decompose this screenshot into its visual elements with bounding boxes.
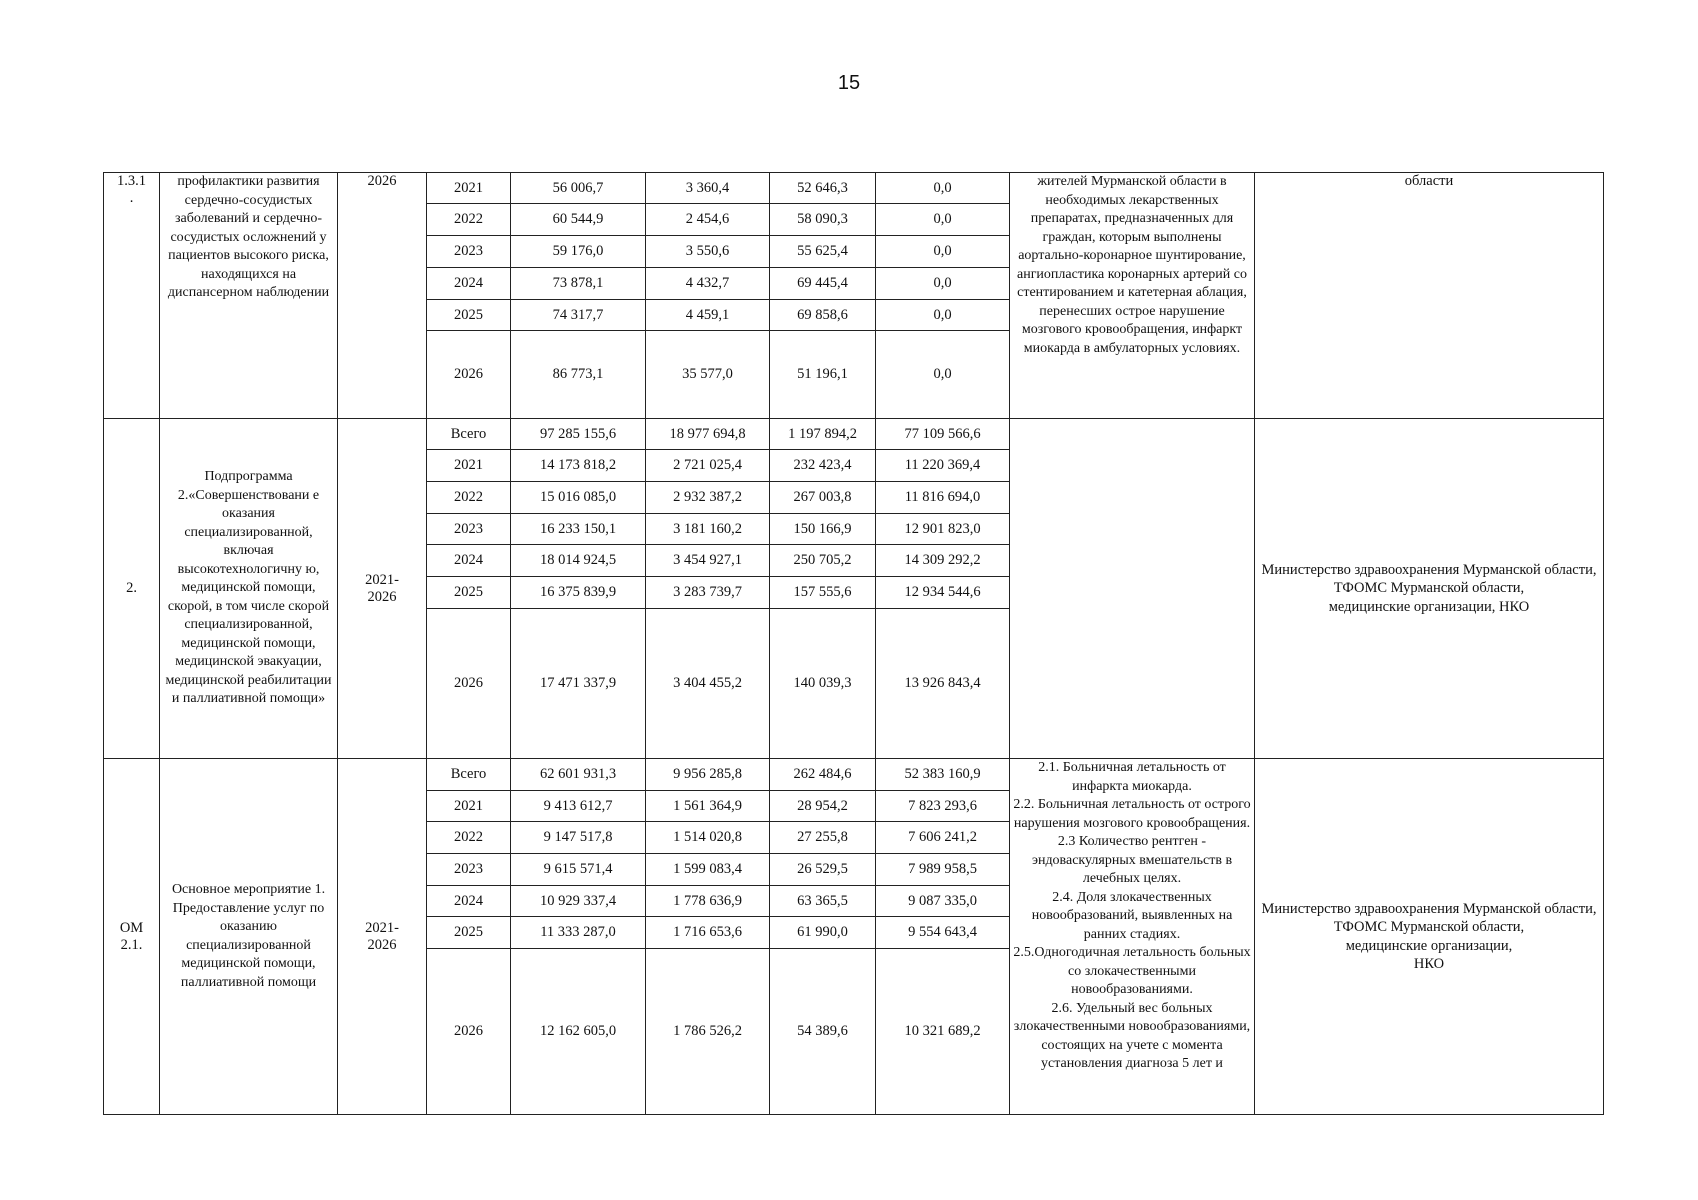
section-period: 2026 <box>338 173 427 419</box>
funding-cell: 140 039,3 <box>770 609 876 759</box>
total-cell: 9 615 571,4 <box>511 854 646 886</box>
funding-cell: 3 360,4 <box>646 173 770 204</box>
funding-cell: 52 646,3 <box>770 173 876 204</box>
total-cell: 86 773,1 <box>511 331 646 419</box>
funding-cell: 1 197 894,2 <box>770 419 876 450</box>
year-cell: 2024 <box>427 268 511 300</box>
year-cell: Всего <box>427 759 511 791</box>
funding-cell: 14 309 292,2 <box>876 545 1010 577</box>
total-cell: 12 162 605,0 <box>511 949 646 1115</box>
funding-cell: 232 423,4 <box>770 450 876 482</box>
section-name: Основное мероприятие 1. Предоставление услуг по оказанию специализированной медицинской помощи, паллиативной помощи <box>160 759 338 1115</box>
funding-cell: 3 454 927,1 <box>646 545 770 577</box>
section-code: ОМ 2.1. <box>104 759 160 1115</box>
indicators-cell: жителей Мурманской области в необходимых лекарственных препаратах, предназначенных для граждан, которым выполнены аортально-коронарное шунтирование, ангиопластика коронарных артерий со стентированием и катетерная аблация, перенесших острое нарушение мозгового кровообращения, инфаркт миокарда в амбулаторных условиях. <box>1010 173 1255 419</box>
total-cell: 16 233 150,1 <box>511 514 646 545</box>
total-cell: 74 317,7 <box>511 300 646 331</box>
funding-cell: 51 196,1 <box>770 331 876 419</box>
total-cell: 56 006,7 <box>511 173 646 204</box>
total-cell: 62 601 931,3 <box>511 759 646 791</box>
funding-cell: 1 786 526,2 <box>646 949 770 1115</box>
year-cell: 2026 <box>427 609 511 759</box>
section-name: профилактики развития сердечно-сосудистых заболеваний и сердечно-сосудистых осложнений у пациентов высокого риска, находящихся на диспансерном наблюдении <box>160 173 338 419</box>
total-cell: 73 878,1 <box>511 268 646 300</box>
funding-cell: 11 220 369,4 <box>876 450 1010 482</box>
funding-cell: 10 321 689,2 <box>876 949 1010 1115</box>
year-cell: 2021 <box>427 173 511 204</box>
funding-cell: 7 989 958,5 <box>876 854 1010 886</box>
funding-cell: 3 181 160,2 <box>646 514 770 545</box>
funding-cell: 26 529,5 <box>770 854 876 886</box>
total-cell: 10 929 337,4 <box>511 886 646 917</box>
year-cell: Всего <box>427 419 511 450</box>
funding-cell: 1 514 020,8 <box>646 822 770 854</box>
funding-cell: 55 625,4 <box>770 236 876 268</box>
funding-cell: 1 778 636,9 <box>646 886 770 917</box>
year-cell: 2026 <box>427 331 511 419</box>
section-period: 2021- 2026 <box>338 759 427 1115</box>
funding-cell: 3 283 739,7 <box>646 577 770 609</box>
total-cell: 11 333 287,0 <box>511 917 646 949</box>
section-period: 2021- 2026 <box>338 419 427 759</box>
total-cell: 59 176,0 <box>511 236 646 268</box>
total-cell: 97 285 155,6 <box>511 419 646 450</box>
funding-cell: 0,0 <box>876 331 1010 419</box>
executors-cell: Министерство здравоохранения Мурманской области, ТФОМС Мурманской области, медицинские организации, НКО <box>1255 759 1604 1115</box>
funding-cell: 4 432,7 <box>646 268 770 300</box>
funding-cell: 0,0 <box>876 268 1010 300</box>
total-cell: 15 016 085,0 <box>511 482 646 514</box>
funding-cell: 77 109 566,6 <box>876 419 1010 450</box>
page-number: 15 <box>837 72 861 94</box>
section-code: 1.3.1 . <box>104 173 160 419</box>
funding-cell: 7 823 293,6 <box>876 791 1010 822</box>
funding-cell: 1 716 653,6 <box>646 917 770 949</box>
funding-cell: 0,0 <box>876 173 1010 204</box>
year-cell: 2025 <box>427 917 511 949</box>
total-cell: 9 147 517,8 <box>511 822 646 854</box>
funding-cell: 262 484,6 <box>770 759 876 791</box>
funding-cell: 9 956 285,8 <box>646 759 770 791</box>
section-name: Подпрограмма 2.«Совершенствовани е оказания специализированной, включая высокотехнологичну ю, медицинской помощи, скорой, в том числе скорой специализированной, медицинской помощи, медицинской эвакуации, медицинской реабилитации и паллиативной помощи» <box>160 419 338 759</box>
total-cell: 60 544,9 <box>511 204 646 236</box>
total-cell: 14 173 818,2 <box>511 450 646 482</box>
funding-cell: 0,0 <box>876 236 1010 268</box>
funding-cell: 9 554 643,4 <box>876 917 1010 949</box>
funding-cell: 150 166,9 <box>770 514 876 545</box>
year-cell: 2023 <box>427 236 511 268</box>
funding-cell: 0,0 <box>876 300 1010 331</box>
funding-cell: 7 606 241,2 <box>876 822 1010 854</box>
funding-cell: 52 383 160,9 <box>876 759 1010 791</box>
program-table <box>103 172 1604 1115</box>
total-cell: 18 014 924,5 <box>511 545 646 577</box>
funding-cell: 13 926 843,4 <box>876 609 1010 759</box>
year-cell: 2024 <box>427 886 511 917</box>
year-cell: 2022 <box>427 822 511 854</box>
indicators-cell: 2.1. Больничная летальность от инфаркта миокарда. 2.2. Больничная летальность от острого нарушения мозгового кровообращения. 2.3 Количество рентген - эндоваскулярных вмешательств в лечебных целях. 2.4. Доля злокачественных новообразований, выявленных на ранних стадиях. 2.5.Одногодичная летальность больных со злокачественными новообразованиями. 2.6. Удельный вес больных злокачественными новообразованиями, состоящих на учете с момента установления диагноза 5 лет и <box>1010 759 1255 1115</box>
funding-cell: 157 555,6 <box>770 577 876 609</box>
funding-cell: 250 705,2 <box>770 545 876 577</box>
funding-cell: 28 954,2 <box>770 791 876 822</box>
indicators-cell <box>1010 419 1255 759</box>
year-cell: 2021 <box>427 791 511 822</box>
total-cell: 16 375 839,9 <box>511 577 646 609</box>
year-cell: 2023 <box>427 854 511 886</box>
year-cell: 2022 <box>427 204 511 236</box>
funding-cell: 3 404 455,2 <box>646 609 770 759</box>
executors-cell: Министерство здравоохранения Мурманской области, ТФОМС Мурманской области, медицинские организации, НКО <box>1255 419 1604 759</box>
total-cell: 17 471 337,9 <box>511 609 646 759</box>
funding-cell: 9 087 335,0 <box>876 886 1010 917</box>
funding-cell: 58 090,3 <box>770 204 876 236</box>
funding-cell: 54 389,6 <box>770 949 876 1115</box>
funding-cell: 2 932 387,2 <box>646 482 770 514</box>
funding-cell: 69 445,4 <box>770 268 876 300</box>
total-cell: 9 413 612,7 <box>511 791 646 822</box>
funding-cell: 12 934 544,6 <box>876 577 1010 609</box>
funding-cell: 3 550,6 <box>646 236 770 268</box>
funding-cell: 63 365,5 <box>770 886 876 917</box>
funding-cell: 27 255,8 <box>770 822 876 854</box>
year-cell: 2022 <box>427 482 511 514</box>
funding-cell: 267 003,8 <box>770 482 876 514</box>
year-cell: 2021 <box>427 450 511 482</box>
funding-cell: 4 459,1 <box>646 300 770 331</box>
funding-cell: 1 561 364,9 <box>646 791 770 822</box>
year-cell: 2025 <box>427 300 511 331</box>
funding-cell: 18 977 694,8 <box>646 419 770 450</box>
funding-cell: 2 454,6 <box>646 204 770 236</box>
year-cell: 2023 <box>427 514 511 545</box>
year-cell: 2025 <box>427 577 511 609</box>
funding-cell: 11 816 694,0 <box>876 482 1010 514</box>
funding-cell: 2 721 025,4 <box>646 450 770 482</box>
funding-cell: 12 901 823,0 <box>876 514 1010 545</box>
funding-cell: 0,0 <box>876 204 1010 236</box>
section-code: 2. <box>104 419 160 759</box>
funding-cell: 35 577,0 <box>646 331 770 419</box>
funding-cell: 1 599 083,4 <box>646 854 770 886</box>
year-cell: 2024 <box>427 545 511 577</box>
funding-cell: 61 990,0 <box>770 917 876 949</box>
year-cell: 2026 <box>427 949 511 1115</box>
executors-cell: области <box>1255 173 1604 419</box>
funding-cell: 69 858,6 <box>770 300 876 331</box>
